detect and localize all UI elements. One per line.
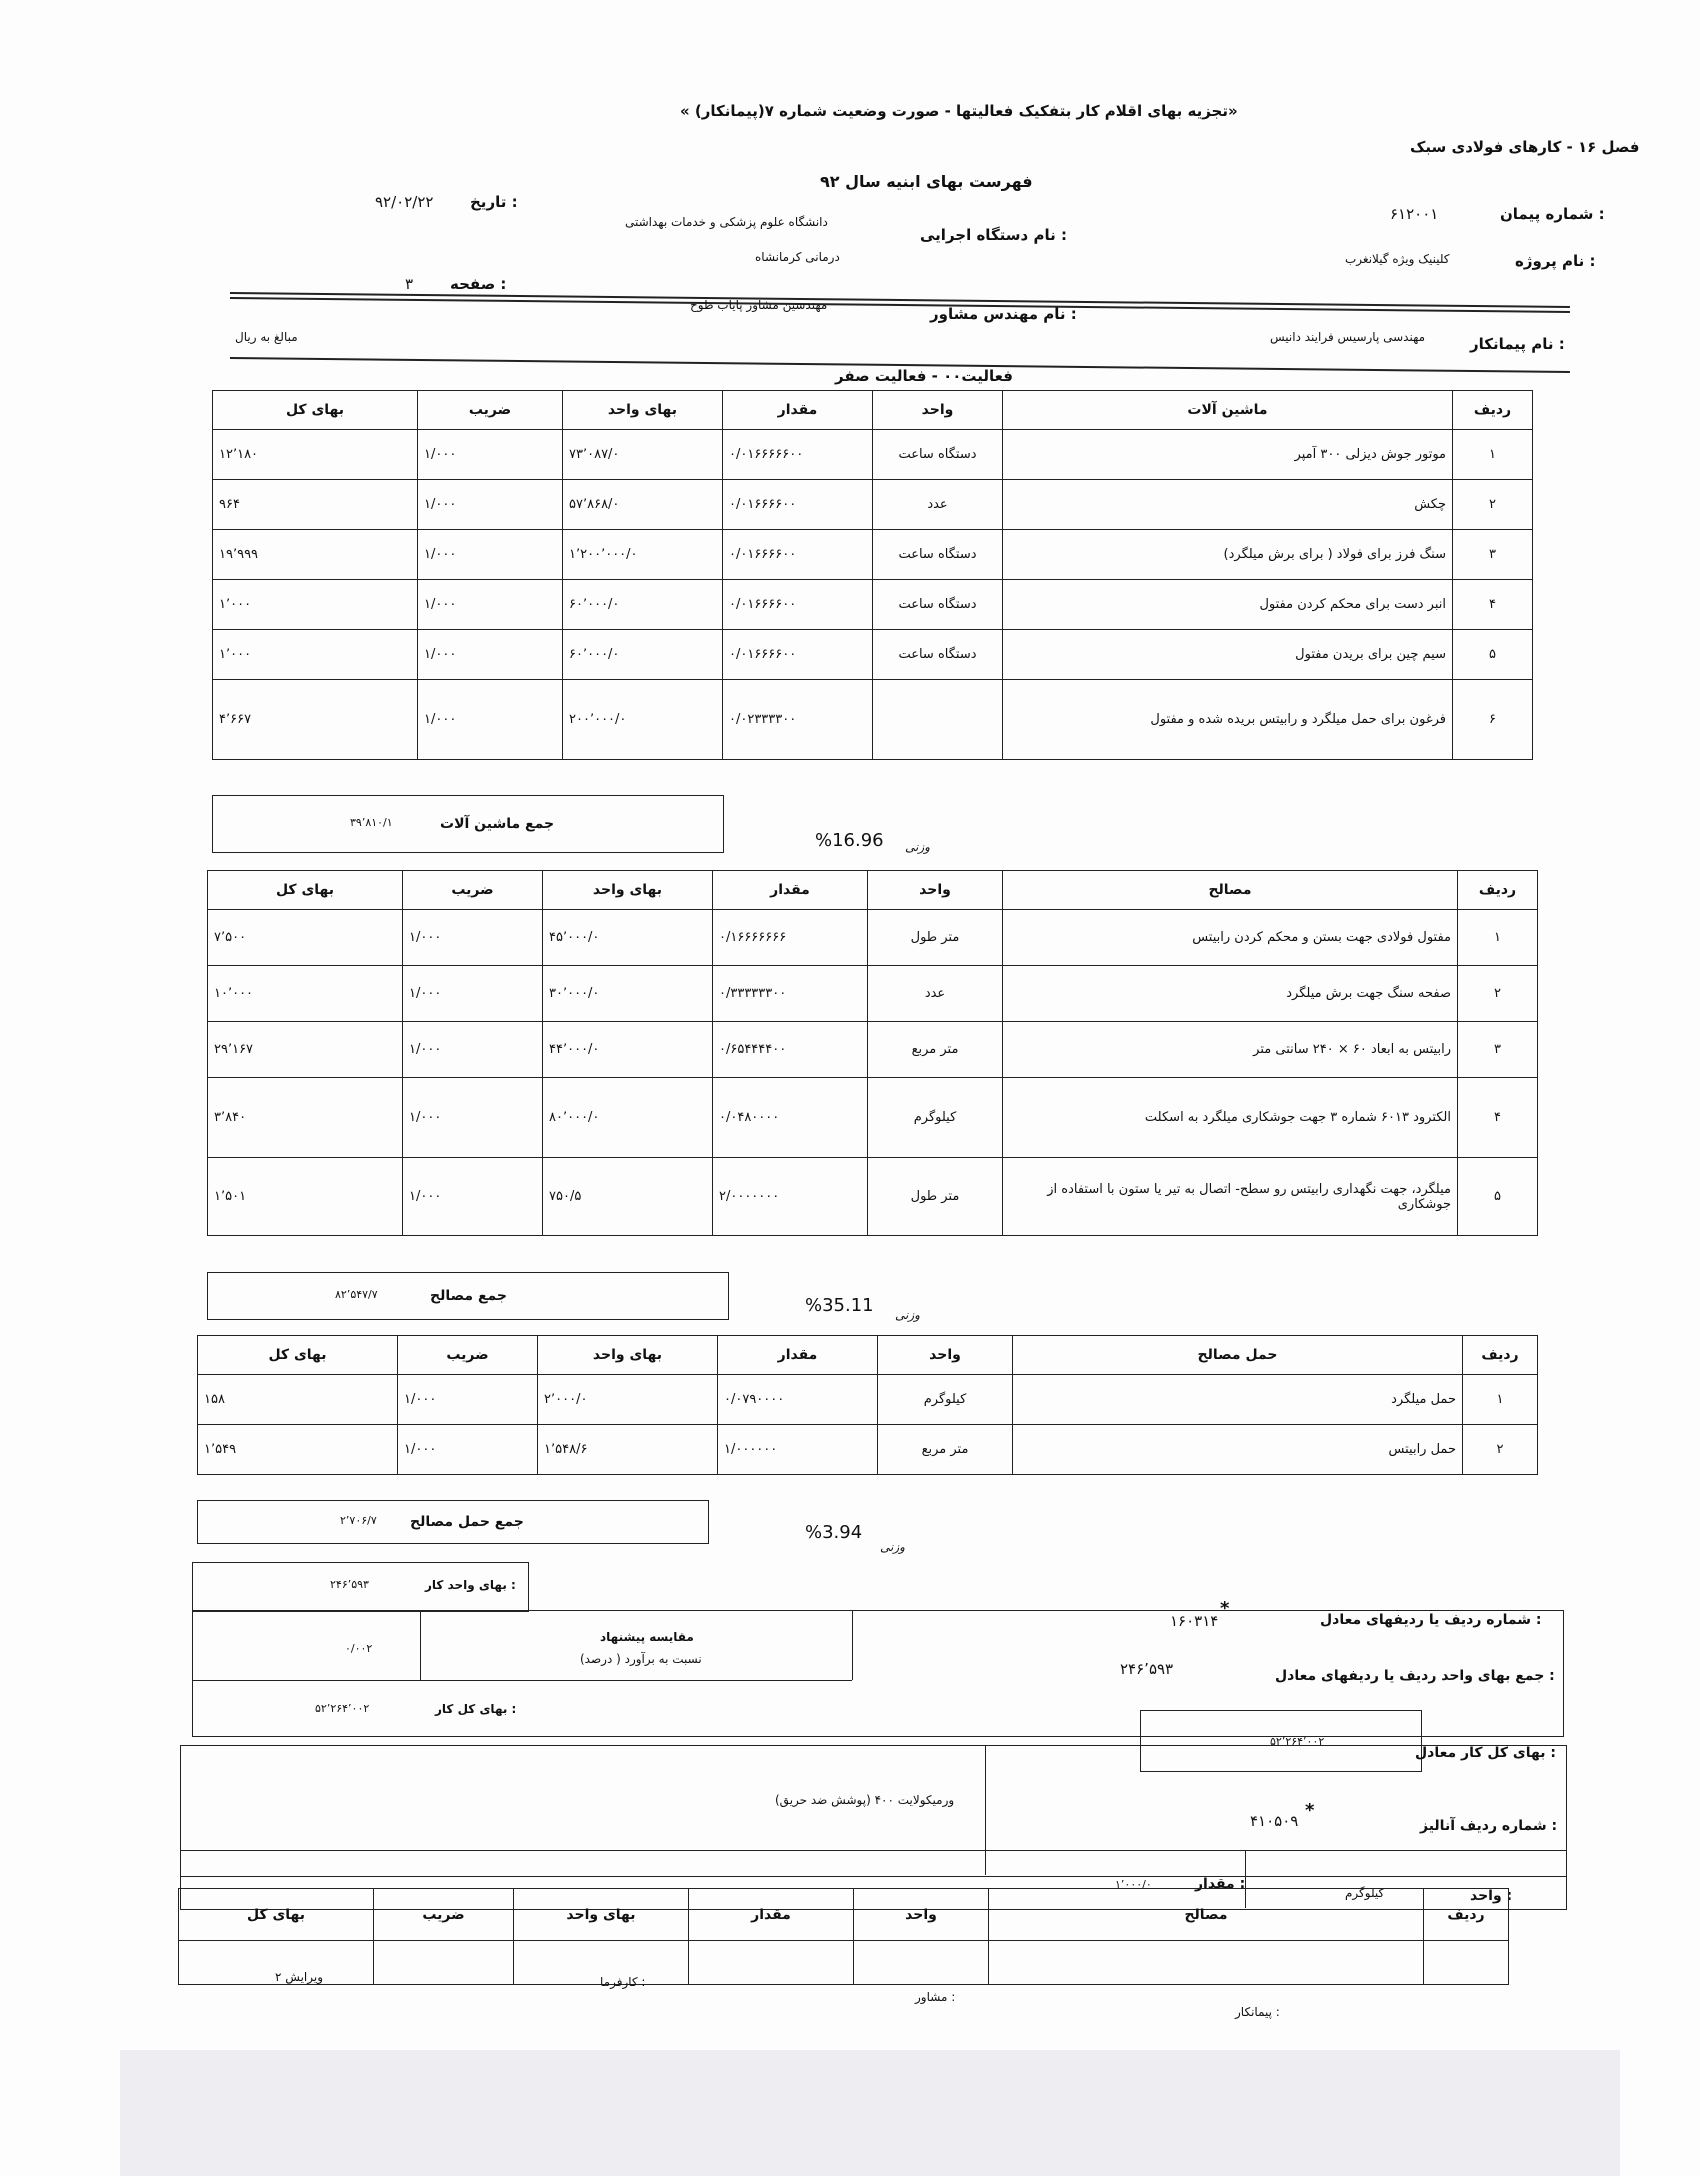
page-label: صفحه : [450, 275, 507, 293]
date-value: ۹۲/۰۲/۲۲ [375, 193, 434, 211]
total-label: بهای کل کار : [435, 1702, 517, 1716]
project-label: نام پروژه : [1515, 252, 1596, 270]
cell-unit-price: ۲٬۰۰۰/۰ [538, 1375, 718, 1425]
bottom-header-unit-price: بهای واحد [514, 1889, 689, 1941]
cell-total: ۱٬۰۰۰ [213, 630, 418, 680]
consultant-label: نام مهندس مشاور : [930, 305, 1077, 323]
qty-value: ۱٬۰۰۰/۰ [1115, 1878, 1152, 1891]
cell-unit-price: ۲۰۰٬۰۰۰/۰ [563, 680, 723, 760]
cell-desc: صفحه سنگ جهت برش میلگرد [1003, 966, 1458, 1022]
cell-total: ۱۵۸ [198, 1375, 398, 1425]
cell-unit: کیلوگرم [878, 1375, 1013, 1425]
bottom-header-qty: مقدار [689, 1889, 854, 1941]
cell-qty: ۰/۰۱۶۶۶۶۶۰۰ [723, 430, 873, 480]
table-row [213, 580, 1533, 630]
machinery-table [212, 390, 1533, 760]
contract-no-label: شماره پیمان : [1500, 205, 1605, 223]
materials-sum-value: ۸۲٬۵۴۷/۷ [335, 1288, 378, 1301]
table-row [208, 910, 1538, 966]
total-value: ۵۲٬۲۶۴٬۰۰۲ [315, 1702, 370, 1715]
transport-header-row: ردیف [1463, 1336, 1538, 1375]
signature-employer: کارفرما : [600, 1975, 646, 1989]
cell-row-no: ۵ [1458, 1158, 1538, 1236]
equiv-sum-value: ۲۴۶٬۵۹۳ [1120, 1660, 1174, 1678]
cell-unit [873, 680, 1003, 760]
cell-total: ۳٬۸۴۰ [208, 1078, 403, 1158]
cell-qty: ۰/۰۱۶۶۶۶۰۰ [723, 580, 873, 630]
table-row [208, 1158, 1538, 1236]
cell-unit: متر مربع [878, 1425, 1013, 1475]
cell-unit-price: ۷۳٬۰۸۷/۰ [563, 430, 723, 480]
equiv-row-label: شماره ردیف یا ردیفهای معادل : [1320, 1612, 1542, 1628]
cell-total: ۴٬۶۶۷ [213, 680, 418, 760]
table-row [213, 630, 1533, 680]
qty-label: مقدار : [1195, 1876, 1246, 1892]
cell-total: ۱٬۵۴۹ [198, 1425, 398, 1475]
contract-no-value: ۶۱۲۰۰۱ [1390, 205, 1439, 223]
cell-coef: ۱/۰۰۰ [398, 1375, 538, 1425]
cell-unit-price: ۵۷٬۸۶۸/۰ [563, 480, 723, 530]
materials-header-row: ردیف [1458, 871, 1538, 910]
cell-desc: انبر دست برای محکم کردن مفتول [1003, 580, 1453, 630]
currency-note: مبالغ به ریال [235, 330, 298, 344]
cell-total: ۱٬۰۰۰ [213, 580, 418, 630]
machinery-header-desc: ماشین آلات [1003, 391, 1453, 430]
document-title: « تجزیه بهای اقلام کار بتفکیک فعالیتها - صورت وضعیت شماره ۷(پیمانکار)» [680, 102, 1238, 120]
materials-table [207, 870, 1538, 1236]
cell-unit: کیلوگرم [868, 1078, 1003, 1158]
compare-label-2: نسبت به برآورد ( درصد) [580, 1652, 702, 1666]
cell-total: ۱۹٬۹۹۹ [213, 530, 418, 580]
contractor-label: نام پیمانکار : [1470, 335, 1565, 353]
cell-unit-price: ۳۰٬۰۰۰/۰ [543, 966, 713, 1022]
unit-label: واحد : [1470, 1888, 1513, 1904]
cell-unit: دستگاه ساعت [873, 630, 1003, 680]
equiv-total-label: بهای کل کار معادل : [1415, 1745, 1556, 1761]
equiv-total-value: ۵۲٬۲۶۴٬۰۰۲ [1270, 1735, 1325, 1748]
cell-qty: ۰/۰۱۶۶۶۶۰۰ [723, 530, 873, 580]
agency-label: نام دستگاه اجرایی : [920, 226, 1067, 244]
machinery-sum-label: جمع ماشین آلات [440, 816, 555, 832]
cell-total: ۱٬۵۰۱ [208, 1158, 403, 1236]
bottom-header-coef: ضریب [374, 1889, 514, 1941]
chapter-title: فصل ۱۶ - کارهای فولادی سبک [1410, 138, 1640, 156]
transport-sum-label: جمع حمل مصالح [410, 1514, 524, 1530]
contractor-value: مهندسی پارسیس فرایند دانیس [1270, 330, 1426, 344]
cell-desc: حمل رابیتس [1013, 1425, 1463, 1475]
materials-percent: %35.11 [805, 1295, 874, 1316]
cell-desc: سنگ فرز برای فولاد ( برای برش میلگرد) [1003, 530, 1453, 580]
table-row [198, 1425, 1538, 1475]
machinery-header-coef: ضریب [418, 391, 563, 430]
cell-row-no: ۱ [1458, 910, 1538, 966]
cell-qty: ۰/۰۴۸۰۰۰۰ [713, 1078, 868, 1158]
cell-desc: سیم چین برای بریدن مفتول [1003, 630, 1453, 680]
cell-qty: ۲/۰۰۰۰۰۰۰ [713, 1158, 868, 1236]
transport-header-unit: واحد [878, 1336, 1013, 1375]
equiv-sum-label: جمع بهای واحد ردیف یا ردیفهای معادل : [1275, 1668, 1555, 1684]
cell-row-no: ۲ [1453, 480, 1533, 530]
analysis-value: ۴۱۰۵۰۹ [1250, 1812, 1299, 1830]
cell-desc: موتور جوش دیزلی ۳۰۰ آمپر [1003, 430, 1453, 480]
cell-desc: چکش [1003, 480, 1453, 530]
bottom-header-row: ردیف [1424, 1889, 1509, 1941]
analysis-description: ورمیکولایت ۴۰۰ (پوشش ضد حریق) [775, 1793, 955, 1807]
cell-coef: ۱/۰۰۰ [403, 1022, 543, 1078]
materials-percent-note: وزنی [895, 1308, 920, 1322]
cell-unit: عدد [868, 966, 1003, 1022]
machinery-header-qty: مقدار [723, 391, 873, 430]
cell-unit: متر مربع [868, 1022, 1003, 1078]
cell-row-no: ۵ [1453, 630, 1533, 680]
cell-desc: حمل میلگرد [1013, 1375, 1463, 1425]
cell-qty: ۰/۳۳۳۳۳۳۰۰ [713, 966, 868, 1022]
cell-total: ۹۶۴ [213, 480, 418, 530]
cell-unit-price: ۴۴٬۰۰۰/۰ [543, 1022, 713, 1078]
price-list-subtitle: فهرست بهای ابنیه سال ۹۲ [820, 172, 1033, 191]
transport-header-desc: حمل مصالح [1013, 1336, 1463, 1375]
transport-table [197, 1335, 1538, 1475]
materials-sum-label: جمع مصالح [430, 1288, 507, 1304]
transport-header-total: بهای کل [198, 1336, 398, 1375]
bottom-header-desc: مصالح [989, 1889, 1424, 1941]
cell-coef: ۱/۰۰۰ [418, 580, 563, 630]
transport-sum-value: ۲٬۷۰۶/۷ [340, 1514, 377, 1527]
table-row [213, 680, 1533, 760]
transport-percent: %3.94 [805, 1522, 863, 1543]
table-row [213, 530, 1533, 580]
transport-header-qty: مقدار [718, 1336, 878, 1375]
activity-label: فعالیت۰۰ - فعالیت صفر [835, 367, 1013, 385]
cell-unit-price: ۷۵۰/۵ [543, 1158, 713, 1236]
materials-header-desc: مصالح [1003, 871, 1458, 910]
cell-row-no: ۱ [1453, 430, 1533, 480]
machinery-percent-note: وزنی [905, 840, 930, 854]
cell-unit: عدد [873, 480, 1003, 530]
compare-value: ۰/۰۰۲ [345, 1642, 373, 1655]
analysis-label: شماره ردیف آنالیز : [1420, 1818, 1558, 1834]
cell-unit: دستگاه ساعت [873, 530, 1003, 580]
table-row [208, 1078, 1538, 1158]
cell-unit: متر طول [868, 910, 1003, 966]
cell-unit: دستگاه ساعت [873, 430, 1003, 480]
materials-header-total: بهای کل [208, 871, 403, 910]
table-row [213, 480, 1533, 530]
materials-header-qty: مقدار [713, 871, 868, 910]
cell-total: ۱۰٬۰۰۰ [208, 966, 403, 1022]
machinery-header-unit: واحد [873, 391, 1003, 430]
cell-total: ۱۲٬۱۸۰ [213, 430, 418, 480]
table-row [208, 966, 1538, 1022]
cell-coef: ۱/۰۰۰ [403, 1078, 543, 1158]
cell-total: ۲۹٬۱۶۷ [208, 1022, 403, 1078]
cell-unit: دستگاه ساعت [873, 580, 1003, 630]
cell-desc: رابیتس به ابعاد ۶۰ × ۲۴۰ سانتی متر [1003, 1022, 1458, 1078]
cell-coef: ۱/۰۰۰ [418, 680, 563, 760]
cell-desc: میلگرد، جهت نگهداری رابیتس رو سطح- اتصال به تیر یا ستون با استفاده از جوشکاری [1003, 1158, 1458, 1236]
cell-row-no: ۲ [1463, 1425, 1538, 1475]
cell-unit-price: ۱٬۵۴۸/۶ [538, 1425, 718, 1475]
cell-qty: ۰/۰۲۳۳۳۳۰۰ [723, 680, 873, 760]
cell-coef: ۱/۰۰۰ [403, 1158, 543, 1236]
cell-coef: ۱/۰۰۰ [418, 630, 563, 680]
bottom-header-total: بهای کل [179, 1889, 374, 1941]
cell-row-no: ۳ [1458, 1022, 1538, 1078]
unit-price-label: بهای واحد کار : [425, 1578, 516, 1592]
signature-revision: ویرایش ۲ [275, 1970, 323, 1984]
transport-header-unit-price: بهای واحد [538, 1336, 718, 1375]
transport-percent-note: وزنی [880, 1540, 905, 1554]
table-row [198, 1375, 1538, 1425]
transport-header-coef: ضریب [398, 1336, 538, 1375]
cell-coef: ۱/۰۰۰ [403, 966, 543, 1022]
cell-row-no: ۱ [1463, 1375, 1538, 1425]
compare-label-1: مقایسه پیشنهاد [600, 1630, 694, 1644]
materials-header-unit: واحد [868, 871, 1003, 910]
date-label: تاریخ : [470, 193, 518, 211]
cell-qty: ۰/۱۶۶۶۶۶۶۶ [713, 910, 868, 966]
machinery-sum-value: ۳۹٬۸۱۰/۱ [350, 816, 393, 829]
signature-contractor: پیمانکار : [1235, 2005, 1280, 2019]
cell-row-no: ۶ [1453, 680, 1533, 760]
cell-row-no: ۲ [1458, 966, 1538, 1022]
analysis-star: * [1305, 1800, 1315, 1821]
cell-desc: الکترود ۶۰۱۳ شماره ۳ جهت جوشکاری میلگرد به اسکلت [1003, 1078, 1458, 1158]
materials-header-unit-price: بهای واحد [543, 871, 713, 910]
machinery-header-unit-price: بهای واحد [563, 391, 723, 430]
bottom-materials-table [178, 1888, 1509, 1985]
consultant-value: مهندسین مشاور پایاب طوح [690, 298, 828, 312]
materials-header-coef: ضریب [403, 871, 543, 910]
agency-value-1: دانشگاه علوم پزشکی و خدمات بهداشتی [625, 215, 828, 229]
cell-coef: ۱/۰۰۰ [418, 530, 563, 580]
cell-total: ۷٬۵۰۰ [208, 910, 403, 966]
agency-value-2: درمانی کرمانشاه [755, 250, 840, 264]
cell-coef: ۱/۰۰۰ [418, 430, 563, 480]
table-row [208, 1022, 1538, 1078]
scan-shadow [120, 2050, 1620, 2176]
machinery-percent: %16.96 [815, 830, 884, 851]
cell-coef: ۱/۰۰۰ [418, 480, 563, 530]
unit-price-value: ۲۴۶٬۵۹۳ [330, 1578, 369, 1591]
machinery-header-total: بهای کل [213, 391, 418, 430]
cell-qty: ۰/۶۵۴۴۴۴۰۰ [713, 1022, 868, 1078]
cell-coef: ۱/۰۰۰ [403, 910, 543, 966]
cell-unit-price: ۶۰٬۰۰۰/۰ [563, 630, 723, 680]
cell-desc: مفتول فولادی جهت بستن و محکم کردن رابیتس [1003, 910, 1458, 966]
equiv-row-value: ۱۶۰۳۱۴ [1170, 1612, 1219, 1630]
page-value: ۳ [405, 275, 414, 293]
cell-qty: ۰/۰۷۹۰۰۰۰ [718, 1375, 878, 1425]
table-row [213, 430, 1533, 480]
cell-qty: ۱/۰۰۰۰۰۰ [718, 1425, 878, 1475]
cell-unit-price: ۴۵٬۰۰۰/۰ [543, 910, 713, 966]
cell-unit: متر طول [868, 1158, 1003, 1236]
cell-unit-price: ۸۰٬۰۰۰/۰ [543, 1078, 713, 1158]
cell-coef: ۱/۰۰۰ [398, 1425, 538, 1475]
equiv-row-star: * [1220, 1598, 1230, 1619]
unit-value: کیلوگرم [1345, 1886, 1385, 1900]
signature-consultant: مشاور : [915, 1990, 956, 2004]
cell-unit-price: ۱٬۲۰۰٬۰۰۰/۰ [563, 530, 723, 580]
project-value: کلینیک ویژه گیلانغرب [1345, 252, 1450, 266]
bottom-header-unit: واحد [854, 1889, 989, 1941]
cell-row-no: ۴ [1458, 1078, 1538, 1158]
machinery-header-row: ردیف [1453, 391, 1533, 430]
cell-row-no: ۴ [1453, 580, 1533, 630]
cell-qty: ۰/۰۱۶۶۶۶۰۰ [723, 480, 873, 530]
cell-desc: فرغون برای حمل میلگرد و رابیتس بریده شده و مفتول [1003, 680, 1453, 760]
cell-unit-price: ۶۰٬۰۰۰/۰ [563, 580, 723, 630]
cell-row-no: ۳ [1453, 530, 1533, 580]
cell-qty: ۰/۰۱۶۶۶۶۰۰ [723, 630, 873, 680]
